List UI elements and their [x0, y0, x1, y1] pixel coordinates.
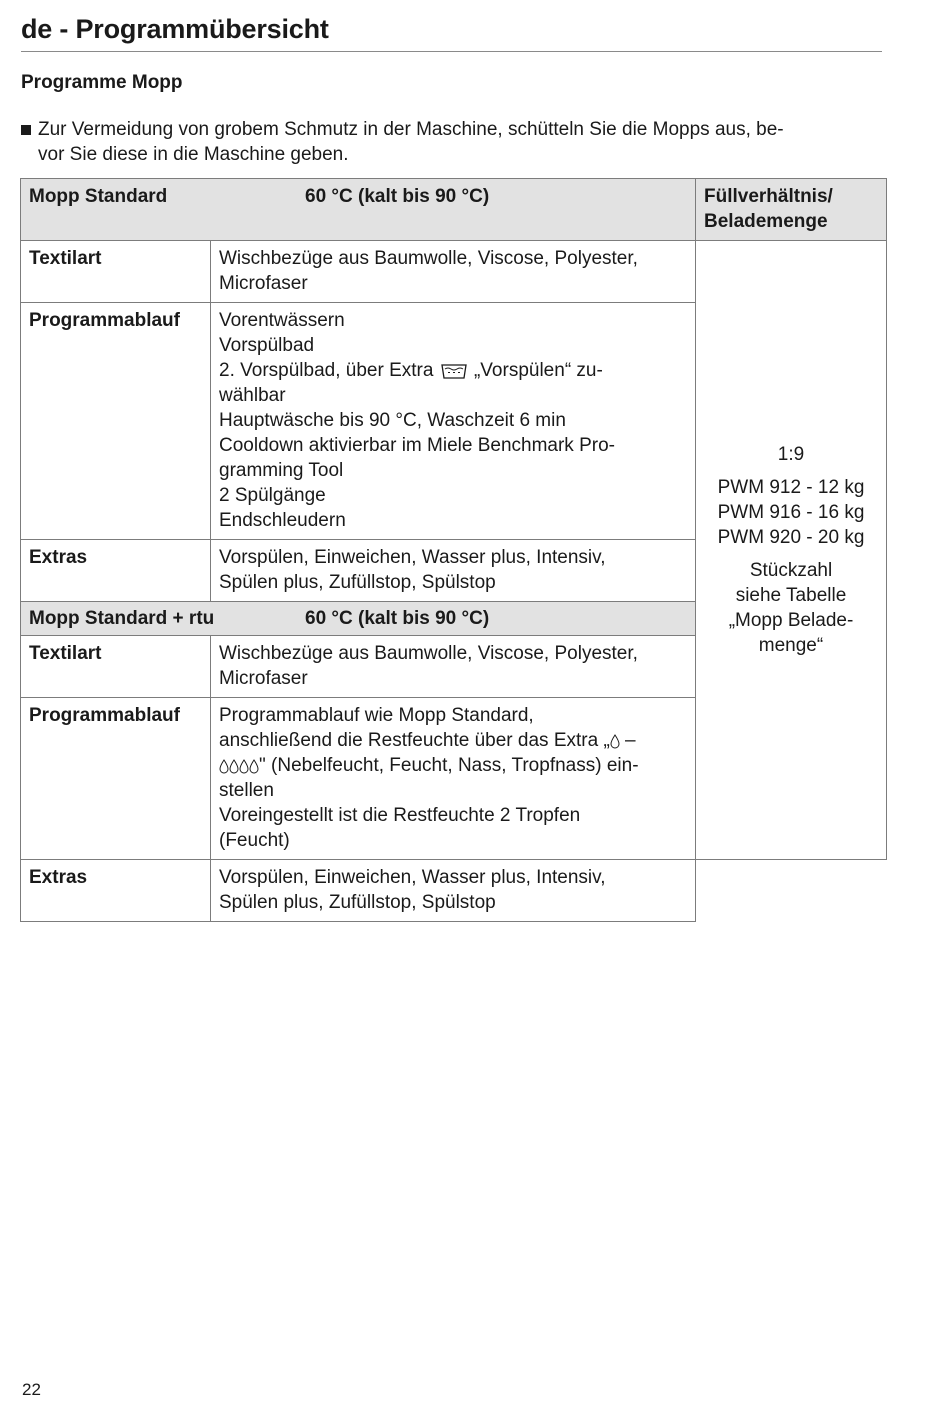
- program1-header: [21, 179, 696, 241]
- page-title: de - Programmübersicht: [21, 14, 329, 44]
- fill-ratio: 1:9: [777, 443, 805, 465]
- row-label: Programmablauf: [21, 303, 211, 540]
- fill-info-cell: [696, 241, 887, 860]
- row-label: Textilart: [21, 241, 211, 303]
- row-label: Extras: [21, 540, 211, 602]
- row-label: Textilart: [21, 636, 211, 698]
- row-value: Wischbezüge aus Baumwolle, Viscose, Polyester, Microfaser: [211, 636, 696, 698]
- program-table: [20, 178, 887, 922]
- program2-temp: 60 °C (kalt bis 90 °C): [305, 608, 490, 629]
- row-value: [211, 303, 696, 540]
- row-label: Extras: [21, 860, 211, 922]
- ablauf-line: Vorspülbad: [219, 335, 315, 356]
- row-label: Programmablauf: [21, 698, 211, 860]
- water-drop-icon: [610, 733, 620, 749]
- ablauf-text: " (Nebelfeucht, Feucht, Nass, Tropfnass) ein-: [259, 755, 639, 776]
- note-text: Zur Vermeidung von grobem Schmutz in der Maschine, schütteln Sie die Mopps aus, be- vor Sie diese in die Maschine geben.: [38, 119, 784, 165]
- ablauf-line: [219, 728, 687, 753]
- program1-name: Mopp Standard: [29, 186, 168, 207]
- ablauf-line: Vorentwässern: [219, 310, 345, 331]
- note: [21, 117, 886, 167]
- ablauf-lines: wählbar Hauptwäsche bis 90 °C, Waschzeit 6 min Cooldown aktivierbar im Miele Benchmark Pro- gramming Tool 2 Spülgänge Endschleudern: [219, 385, 615, 531]
- program1-temp: 60 °C (kalt bis 90 °C): [305, 186, 490, 207]
- table-row: [21, 241, 887, 303]
- fill-header: Füllverhältnis/ Belademenge: [696, 179, 887, 241]
- row-value: Vorspülen, Einweichen, Wasser plus, Intensiv, Spülen plus, Zufüllstop, Spülstop: [211, 540, 696, 602]
- ablauf-line: Programmablauf wie Mopp Standard,: [219, 705, 534, 726]
- table-row: [21, 860, 887, 922]
- ablauf-line: [219, 358, 687, 383]
- prewash-tub-icon: [439, 361, 469, 381]
- ablauf-text: „Vorspülen“ zu-: [473, 360, 603, 381]
- program2-header: [21, 602, 696, 636]
- row-value: Wischbezüge aus Baumwolle, Viscose, Polyester, Microfaser: [211, 241, 696, 303]
- program1-header-row: [21, 179, 887, 241]
- ablauf-text: 2. Vorspülbad, über Extra: [219, 360, 434, 381]
- ablauf-line: [219, 753, 687, 778]
- page-number: 22: [22, 1380, 41, 1399]
- quantity-note: Stückzahl siehe Tabelle „Mopp Belade- menge“: [728, 559, 854, 656]
- square-bullet-icon: [21, 125, 31, 135]
- ablauf-text: anschließend die Restfeuchte über das Extra „: [219, 730, 610, 751]
- row-value: Vorspülen, Einweichen, Wasser plus, Intensiv, Spülen plus, Zufüllstop, Spülstop: [211, 860, 696, 922]
- four-drops-icon: [219, 758, 259, 774]
- ablauf-lines: stellen Voreingestellt ist die Restfeuchte 2 Tropfen (Feucht): [219, 780, 581, 851]
- ablauf-text: –: [619, 730, 636, 751]
- page-header: [21, 11, 882, 52]
- row-value: [211, 698, 696, 860]
- section-title: Programme Mopp: [21, 72, 183, 93]
- program2-name: Mopp Standard + rtu: [29, 608, 215, 629]
- model-list: PWM 912 - 12 kg PWM 916 - 16 kg PWM 920 - 20 kg: [717, 476, 865, 548]
